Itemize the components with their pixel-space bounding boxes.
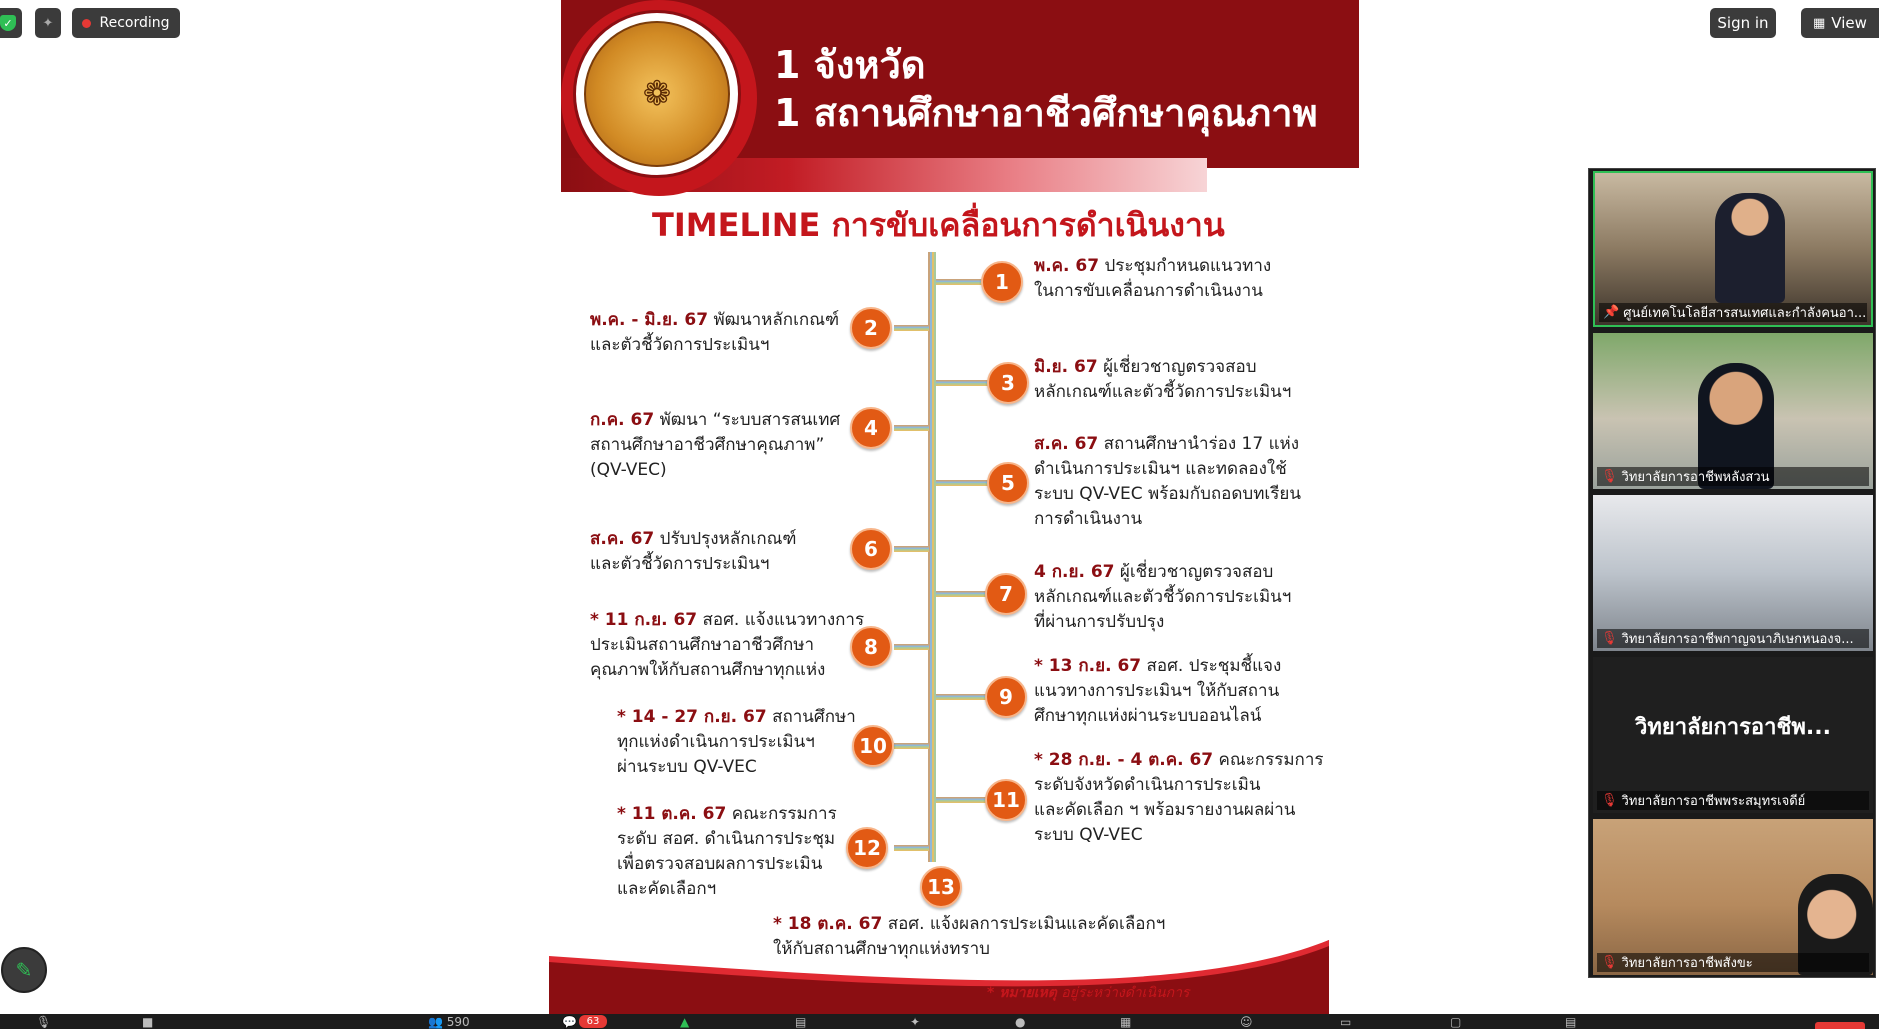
timeline-spine: [928, 252, 936, 862]
grid-icon: ▦: [1813, 15, 1826, 31]
view-button[interactable]: [1801, 8, 1879, 38]
timeline-item-12: * 11 ต.ค. 67 คณะกรรมการ ระดับ สอศ. ดำเนินการประชุม เพื่อตรวจสอบผลการประเมิน และคัดเลือกฯ: [617, 804, 837, 899]
mic-off-icon: 🎙: [1601, 793, 1618, 808]
timeline-node-12: 12: [846, 827, 888, 869]
connector-11: [936, 797, 991, 803]
timeline-node-2: 2: [850, 307, 892, 349]
timeline-node-5: 5: [987, 462, 1029, 504]
timeline-node-4: 4: [850, 407, 892, 449]
timeline-node-1: 1: [981, 261, 1023, 303]
mic-off-icon: 🎙: [1601, 955, 1618, 970]
connector-9: [936, 694, 991, 700]
security-shield-icon[interactable]: ✓: [0, 8, 22, 38]
connector-12: [894, 845, 929, 851]
reactions-icon[interactable]: ☺: [1240, 1015, 1253, 1029]
timeline-item-10: * 14 - 27 ก.ย. 67 สถานศึกษา ทุกแห่งดำเนินการประเมินฯ ผ่านระบบ QV-VEC: [617, 707, 856, 777]
connector-6: [894, 546, 929, 552]
participants-gallery: [1588, 168, 1876, 978]
connector-10: [894, 743, 929, 749]
leave-button[interactable]: [1815, 1022, 1865, 1029]
connector-7: [936, 591, 991, 597]
recording-indicator[interactable]: [72, 8, 180, 38]
recording-dot-icon: [82, 19, 91, 28]
record-icon[interactable]: ●: [1015, 1015, 1026, 1029]
timeline-item-1: พ.ค. 67 ประชุมกำหนดแนวทาง ในการขับเคลื่อนการดำเนินงาน: [1034, 256, 1272, 301]
video-icon[interactable]: ■: [142, 1015, 154, 1029]
annotate-pencil-button[interactable]: [1, 947, 47, 993]
vocational-education-seal: [573, 10, 741, 178]
connector-8: [894, 644, 929, 650]
video-tile-1[interactable]: [1593, 171, 1873, 327]
people-icon: 👥: [428, 1015, 443, 1029]
participant-name-5: 🎙 วิทยาลัยการอาชีพสังขะ: [1597, 953, 1869, 972]
video-tile-4[interactable]: [1593, 657, 1873, 813]
timeline-node-13: 13: [920, 866, 962, 908]
timeline-item-5: ส.ค. 67 สถานศึกษานำร่อง 17 แห่ง ดำเนินการประเมินฯ และทดลองใช้ ระบบ QV-VEC พร้อมกับถอดบทเรียน การดำเนินงาน: [1034, 434, 1301, 529]
ai-icon[interactable]: ✦: [910, 1015, 921, 1029]
pin-icon: 📌: [1603, 305, 1620, 320]
ai-companion-button[interactable]: [35, 8, 61, 38]
timeline-item-7: 4 ก.ย. 67 ผู้เชี่ยวชาญตรวจสอบ หลักเกณฑ์และตัวชี้วัดการประเมินฯ ที่ผ่านการปรับปรุง: [1034, 562, 1292, 632]
timeline-node-11: 11: [985, 779, 1027, 821]
participants-button[interactable]: [428, 1015, 470, 1029]
participant-name-1: 📌 ศูนย์เทคโนโลยีสารสนเทศและกำลังคนอา...: [1599, 303, 1867, 322]
connector-5: [936, 480, 991, 486]
timeline-item-11: * 28 ก.ย. - 4 ต.ค. 67 คณะกรรมการ ระดับจังหวัดดำเนินการประเมิน และคัดเลือก ฯ พร้อมรายงานผลผ่าน ระบบ QV-VEC: [1034, 750, 1324, 845]
summary-icon[interactable]: ▤: [795, 1015, 807, 1029]
participants-count: 590: [446, 1015, 470, 1029]
mic-off-icon: 🎙: [1601, 469, 1618, 484]
footer-wave: [549, 940, 1329, 1015]
timeline-item-2: พ.ค. - มิ.ย. 67 พัฒนาหลักเกณฑ์ และตัวชี้วัดการประเมินฯ: [590, 310, 840, 355]
recording-label: Recording: [99, 15, 170, 31]
timeline-item-6: ส.ค. 67 ปรับปรุงหลักเกณฑ์ และตัวชี้วัดการประเมินฯ: [590, 529, 797, 574]
chat-icon[interactable]: 💬: [562, 1015, 577, 1029]
more-icon[interactable]: ▢: [1450, 1015, 1462, 1029]
sparkle-icon: ✦: [42, 15, 54, 31]
slide-footnote: * หมายเหตุ อยู่ระหว่างดำเนินการ: [987, 985, 1190, 1001]
timeline-title: TIMELINE การขับเคลื่อนการดำเนินงาน: [652, 206, 1225, 244]
video-tile-5[interactable]: [1593, 819, 1873, 975]
meeting-toolbar: [0, 1014, 1879, 1029]
timeline-node-3: 3: [987, 362, 1029, 404]
apps-icon[interactable]: ▦: [1120, 1015, 1132, 1029]
seal-emblem-icon: ❁: [584, 21, 730, 167]
whiteboard-icon[interactable]: ▭: [1340, 1015, 1352, 1029]
sign-in-button[interactable]: Sign in: [1710, 8, 1776, 38]
timeline-item-3: มิ.ย. 67 ผู้เชี่ยวชาญตรวจสอบ หลักเกณฑ์และตัวชี้วัดการประเมินฯ: [1034, 357, 1292, 402]
connector-4: [894, 425, 929, 431]
video-tile-3[interactable]: [1593, 495, 1873, 651]
view-label: View: [1831, 14, 1867, 32]
slide-title-line2: 1 สถานศึกษาอาชีวศึกษาคุณภาพ: [774, 91, 1318, 135]
slide-title-line1: 1 จังหวัด: [774, 43, 926, 87]
participant-display-name: วิทยาลัยการอาชีพ...: [1634, 715, 1832, 740]
timeline-item-13: * 18 ต.ค. 67 สอศ. แจ้งผลการประเมินและคัดเลือกฯ ให้กับสถานศึกษาทุกแห่งทราบ: [773, 914, 1166, 959]
timeline-node-9: 9: [985, 676, 1027, 718]
timeline-node-7: 7: [985, 573, 1027, 615]
participant-name-2: 🎙 วิทยาลัยการอาชีพหลังสวน: [1597, 467, 1869, 486]
timeline-item-9: * 13 ก.ย. 67 สอศ. ประชุมชี้แจง แนวทางการประเมินฯ ให้กับสถาน ศึกษาทุกแห่งผ่านระบบออนไลน์: [1034, 656, 1282, 726]
connector-3: [936, 380, 991, 386]
chat-badge: 63: [579, 1015, 607, 1028]
pencil-icon: ✎: [15, 958, 33, 982]
timeline-node-6: 6: [850, 528, 892, 570]
timeline-node-10: 10: [852, 725, 894, 767]
shared-screen: [549, 0, 1359, 1015]
mute-icon[interactable]: 🎙: [36, 1015, 52, 1029]
share-screen-icon[interactable]: ▲: [680, 1015, 690, 1029]
video-tile-2[interactable]: [1593, 333, 1873, 489]
connector-2: [894, 325, 929, 331]
mic-off-icon: 🎙: [1601, 631, 1618, 646]
timeline-node-8: 8: [850, 626, 892, 668]
participant-name-3: 🎙 วิทยาลัยการอาชีพกาญจนาภิเษกหนองจ...: [1597, 629, 1869, 648]
participant-name-4: 🎙 วิทยาลัยการอาชีพพระสมุทรเจดีย์: [1597, 791, 1869, 810]
notes-icon[interactable]: ▤: [1565, 1015, 1577, 1029]
timeline-item-4: ก.ค. 67 พัฒนา “ระบบสารสนเทศ สถานศึกษาอาชีวศึกษาคุณภาพ” (QV-VEC): [590, 410, 841, 480]
timeline-item-8: * 11 ก.ย. 67 สอศ. แจ้งแนวทางการ ประเมินสถานศึกษาอาชีวศึกษา คุณภาพให้กับสถานศึกษาทุกแห่ง: [590, 610, 865, 680]
participant-avatar: [1715, 193, 1785, 303]
